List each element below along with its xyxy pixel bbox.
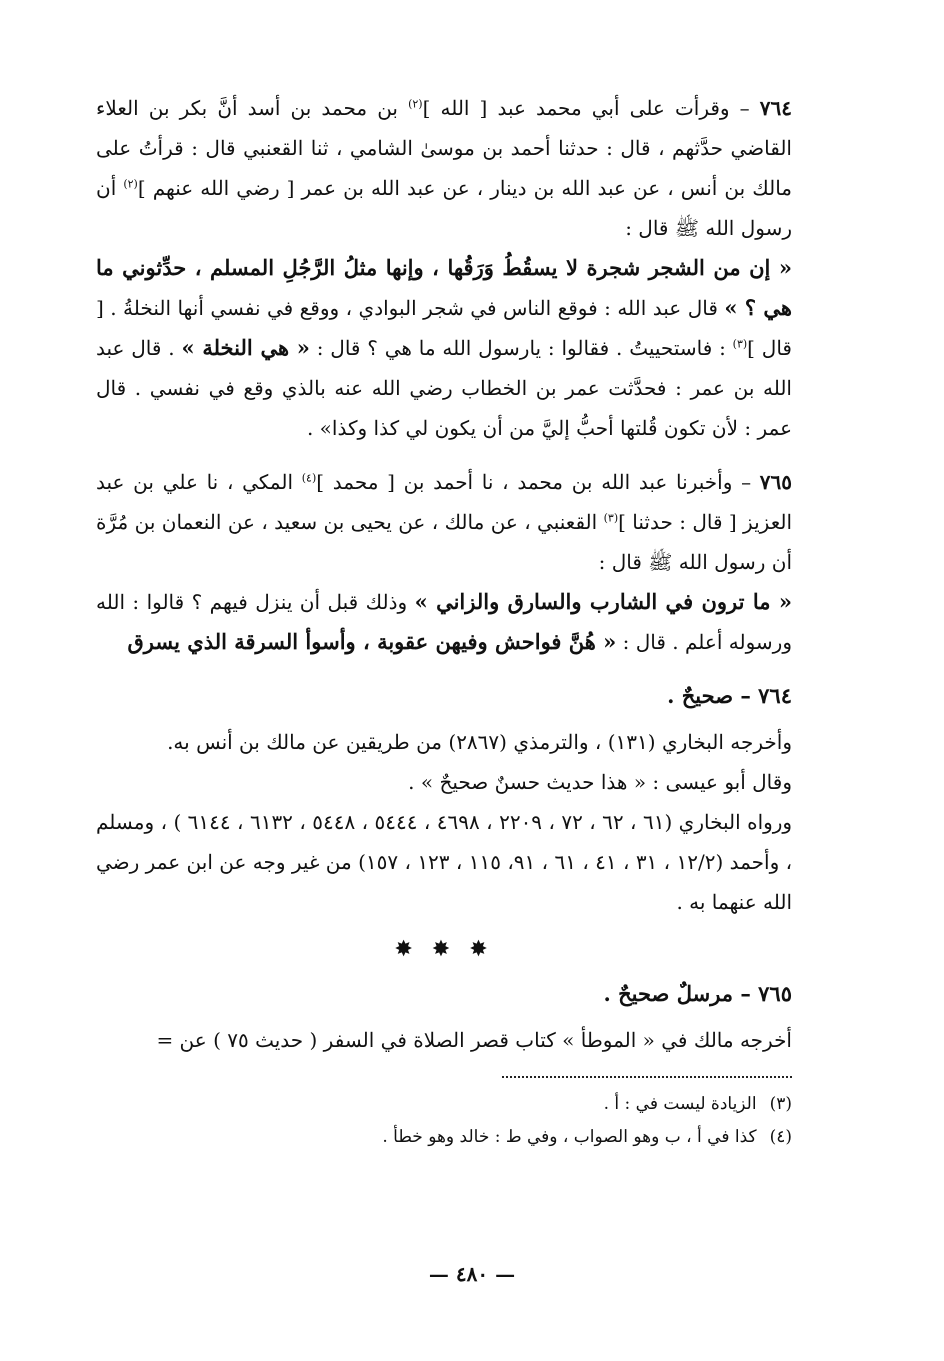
footnote-ref: (٤) bbox=[301, 471, 317, 485]
footnotes bbox=[96, 1088, 792, 1154]
footnote-number: (٤) bbox=[769, 1127, 792, 1147]
hadith-text: – وقرأت على أبي محمد عبد [ الله ] bbox=[422, 96, 760, 120]
hadith-text: بن محمد بن أسد أنَّ بكر بن العلاء القاضي حدَّثهم ، قال : حدثنا أحمد بن موسىٰ الشامي ، ثنا القعنبي قال : قرأتُ على مالك بن أنس ، عن عبد الله بن دينار ، عن عبد الله بن عمر [ رضي الله عنهم ] bbox=[96, 96, 793, 200]
section-separator: ✸ ✸ ✸ bbox=[394, 937, 494, 962]
hadith-text: قال عبد الله : فوقع الناس في شجر البوادي ، ووقع في نفسي أنها النخلةُ . [ قال ] bbox=[96, 296, 792, 360]
hadith-text: أن رسول الله ﷺ قال : bbox=[96, 176, 792, 240]
grade-heading-764: ٧٦٤ – صحيحٌ . bbox=[667, 683, 792, 708]
hadith-text: – وأخبرنا عبد الله بن محمد ، نا أحمد بن [ محمد ] bbox=[316, 470, 760, 494]
hadith-765 bbox=[96, 462, 792, 662]
footnote-ref: (٣) bbox=[603, 511, 619, 525]
hadith-answer: « هُنَّ فواحش وفيهن عقوبة ، وأسوأ السرقة الذي يسرق bbox=[127, 629, 617, 654]
takhrij-line: وقال أبو عيسى : « هذا حديث حسنٌ صحيحٌ » . bbox=[408, 770, 792, 794]
hadith-text: القعنبي ، عن مالك ، عن يحيى بن سعيد ، عن النعمان بن مُرَّة أن رسول الله ﷺ قال : bbox=[96, 510, 792, 574]
hadith-text: وذلك قبل أن ينزل فيهم ؟ قالوا : الله ورسوله أعلم . قال : bbox=[96, 590, 792, 654]
takhrij-line: وأخرجه البخاري (١٣١) ، والترمذي (٢٨٦٧) من طريقين عن مالك بن أنس به. bbox=[167, 730, 792, 754]
hadith-text: . قال عبد الله بن عمر : فحدَّثت عمر بن الخطاب رضي الله عنه بالذي وقع في نفسي . قال عمر : لأن تكون قُلتها أحبُّ إليَّ من أن يكون لي كذا وكذا» . bbox=[96, 336, 792, 440]
takhrij-line: ورواه البخاري (٦١ ، ٦٢ ، ٧٢ ، ٢٢٠٩ ، ٤٦٩٨ ، ٥٤٤٤ ، ٥٤٤٨ ، ٦١٣٢ ، ٦١٤٤ ) ، ومسلم ، وأحمد (١٢/٢ ، ٣١ ، ٤١ ، ٦١ ، ٩١، ١١٥ ، ١٢٣ ، ١٥٧) من غير وجه عن ابن عمر رضي الله عنهما به . bbox=[96, 810, 793, 914]
page-number: — ٤٨٠ — bbox=[428, 1262, 516, 1286]
footnote-text: الزيادة ليست في : أ . bbox=[603, 1094, 757, 1114]
grade-heading-765: ٧٦٥ – مرسلٌ صحيحٌ . bbox=[603, 981, 792, 1006]
footnote-ref: (٢) bbox=[123, 177, 138, 191]
hadith-answer: « هي النخلة » bbox=[181, 335, 310, 360]
hadith-number: ٧٦٤ bbox=[759, 96, 792, 120]
hadith-text: المكي ، نا علي بن عبد العزيز [ قال : حدثنا ] bbox=[96, 470, 792, 534]
hadith-quote: « إن من الشجر شجرة لا يسقُطُ وَرَقُها ، وإنها مثلُ الرَّجُلِ المسلم ، حدِّثوني ما هي ؟ » bbox=[96, 255, 792, 320]
takhrij-line: أخرجه مالك في « الموطأ » كتاب قصر الصلاة في السفر ( حديث ٧٥ ) عن = bbox=[156, 1028, 792, 1052]
footnote-text: كذا في أ ، ب وهو الصواب ، وفي ط : خالد وهو خطأ . bbox=[382, 1127, 757, 1147]
footnote-ref: (٢) bbox=[408, 97, 423, 111]
footnote-ref: (٣) bbox=[732, 337, 748, 351]
page-content bbox=[96, 88, 792, 1154]
footnote-divider bbox=[502, 1066, 792, 1078]
footnote-number: (٣) bbox=[769, 1094, 792, 1114]
hadith-text: : فاستحييتُ . فقالوا : يارسول الله ما هي ؟ قال : bbox=[309, 336, 733, 360]
footnote-item bbox=[96, 1121, 792, 1154]
hadith-quote: « ما ترون في الشارب والسارق والزاني » bbox=[414, 589, 792, 614]
hadith-number: ٧٦٥ bbox=[759, 470, 792, 494]
footnote-item bbox=[96, 1088, 792, 1121]
hadith-764 bbox=[96, 88, 792, 448]
